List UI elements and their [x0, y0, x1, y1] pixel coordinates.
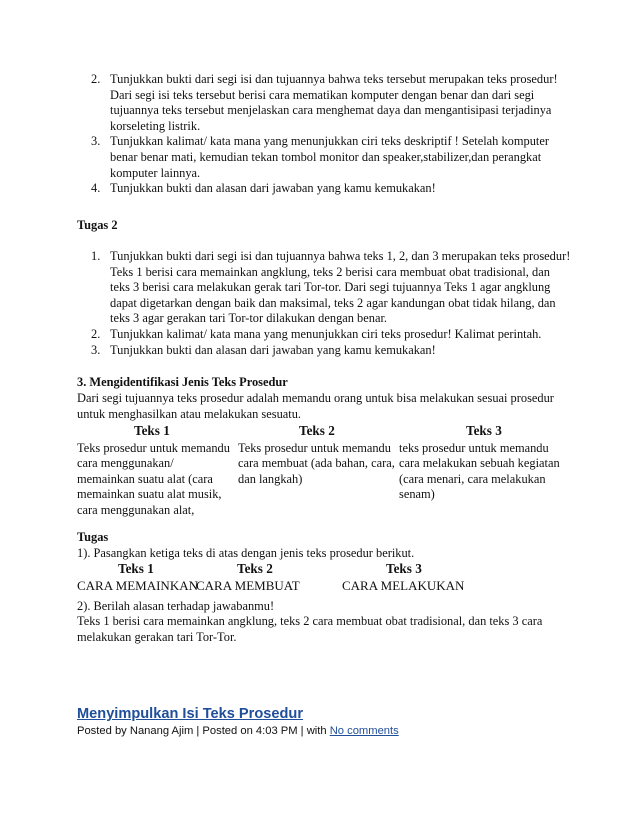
table-cell-teks2: Teks prosedur untuk memandu cara membuat (ada bahan, cara, dan langkah)	[238, 441, 395, 486]
tugas-head-teks1: Teks 1	[118, 561, 154, 576]
list-text: Tunjukkan bukti dan alasan dari jawaban yang kamu kemukakan!	[110, 181, 436, 196]
list-item	[91, 72, 571, 134]
section3-heading: 3. Mengidentifikasi Jenis Teks Prosedur	[77, 375, 288, 389]
list-text: Tunjukkan bukti dan alasan dari jawaban yang kamu kemukakan!	[110, 342, 436, 357]
table-cell-teks1: Teks prosedur untuk memandu cara menggunakan/ memainkan suatu alat (cara memainkan suatu alat musik, cara menggunakan alat,	[77, 441, 230, 517]
list-item	[91, 134, 571, 181]
table-cell-teks3: teks prosedur untuk memandu cara melakukan sebuah kegiatan (cara menari, cara melakukan senam)	[399, 441, 560, 502]
list-item	[91, 181, 571, 197]
tugas-answer-text: Teks 1 berisi cara memainkan angklung, teks 2 cara membuat obat tradisional, dan teks 3 cara melakukan gerakan tari Tor-Tor.	[77, 614, 543, 644]
list-number: 3.	[91, 134, 101, 149]
list-text: Tunjukkan bukti dari segi isi dan tujuannya bahwa teks 1, 2, dan 3 merupakan teks prosedur! Teks 1 berisi cara memainkan angklung, teks 2 berisi cara membuat obat tradisional, dan teks 3 berisi cara melakukan gerak tari Tor-tor. Dari segi tujuannya Teks 1 agar angklung dapat digetarkan dengan baik dan maksimal, teks 2 agar kandungan obat tidak hilang, dan teks 3 agar gerakan tari Tor-tor dilakukan dengan benar.	[110, 249, 571, 326]
tugas-answer-2: CARA MEMBUAT	[196, 578, 300, 593]
post-meta	[77, 725, 399, 737]
list-item	[91, 327, 571, 343]
blog-post-title-link[interactable]: Menyimpulkan Isi Teks Prosedur	[77, 706, 304, 722]
tugas-head-teks3: Teks 3	[386, 561, 422, 576]
list-text: Tunjukkan kalimat/ kata mana yang menunjukkan ciri teks prosedur! Kalimat perintah.	[110, 326, 542, 341]
tugas-head-teks2: Teks 2	[237, 561, 273, 576]
tugas-question-1: 1). Pasangkan ketiga teks di atas dengan jenis teks prosedur berikut.	[77, 546, 415, 560]
table-header-teks2: Teks 2	[299, 423, 335, 438]
section3-intro: Dari segi tujuannya teks prosedur adalah memandu orang untuk bisa melakukan sesuai prosedur untuk menghasilkan atau melakukan sesuatu.	[77, 391, 554, 421]
tugas-question-2: 2). Berilah alasan terhadap jawabanmu!	[77, 599, 275, 613]
list-number: 2.	[91, 326, 101, 341]
table-header-teks3: Teks 3	[466, 423, 502, 438]
list-item	[91, 343, 571, 359]
list-text: Tunjukkan bukti dari segi isi dan tujuannya bahwa teks tersebut merupakan teks prosedur! Dari segi isi teks tersebut berisi cara mematikan komputer dengan benar dan dari segi tujuannya teks tersebut menjelaskan cara menghemat daya dan mengantisipasi terjadinya korseleting listrik.	[110, 72, 558, 133]
list-text: Tunjukkan kalimat/ kata mana yang menunjukkan ciri teks deskriptif ! Setelah komputer benar benar mati, kemudian tekan tombol monitor dan speaker,stabilizer,dan perangkat komputer lainnya.	[110, 134, 549, 180]
list-item	[91, 249, 571, 327]
comments-link[interactable]: No comments	[329, 725, 399, 737]
tugas2-heading: Tugas 2	[77, 218, 118, 232]
section1-list	[91, 72, 571, 197]
tugas-heading: Tugas	[77, 530, 109, 544]
list-number: 4.	[91, 181, 101, 196]
table-header-teks1: Teks 1	[134, 423, 170, 438]
list-number: 2.	[91, 72, 101, 86]
tugas-answer-3: CARA MELAKUKAN	[342, 578, 465, 593]
post-meta-text: Posted by Nanang Ajim | Posted on 4:03 PM | with	[77, 725, 330, 737]
list-number: 1.	[91, 249, 101, 263]
list-number: 3.	[91, 342, 101, 357]
tugas-answer-1: CARA MEMAINKAN	[77, 578, 198, 593]
tugas2-list	[91, 249, 571, 358]
